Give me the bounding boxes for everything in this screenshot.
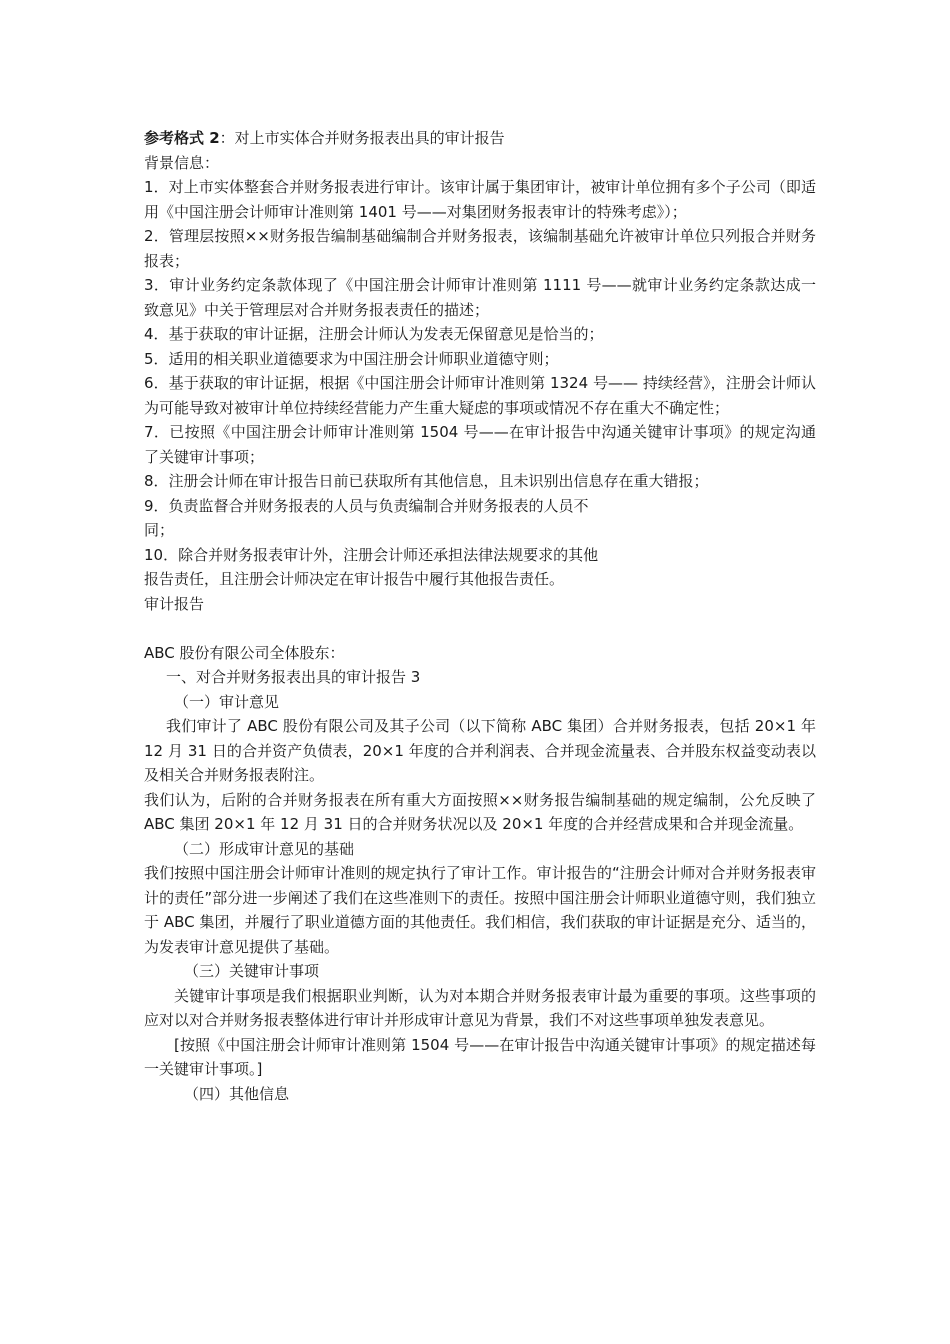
opinion-paragraph-1: 我们审计了 ABC 股份有限公司及其子公司（以下简称 ABC 集团）合并财务报表，包括 20×1 年 12 月 31 日的合并资产负债表，20×1 年度的合并利润表、合并现金流量表、合并股东权益变动表以及相关合并财务报表附注。 [144,717,816,784]
heading-title-text: ：对上市实体合并财务报表出具的审计报告 [219,129,505,147]
background-label: 背景信息： [144,153,220,172]
background-item-4: 4．基于获取的审计证据，注册会计师认为发表无保留意见是恰当的； [144,325,604,343]
opinion-paragraph-2: 我们认为，后附的合并财务报表在所有重大方面按照××财务报告编制基础的规定编制，公允反映了 ABC 集团 20×1 年 12 月 31 日的合并财务状况以及 20×1 年度的合并经营成果和合并现金流量。 [144,790,816,833]
kam-paragraph-1: 关键审计事项是我们根据职业判断，认为对本期合并财务报表审计最为重要的事项。这些事项的应对以对合并财务报表整体进行审计并形成审计意见为背景，我们不对这些事项单独发表意见。 [144,986,816,1029]
basis-title: （二）形成审计意见的基础 [174,839,355,858]
background-item-1: 1．对上市实体整套合并财务报表进行审计。该审计属于集团审计，被审计单位拥有多个子公司（即适用《中国注册会计师审计准则第 1401 号——对集团财务报表审计的特殊考虑》）； [144,178,816,221]
background-item-9-line1: 9．负责监督合并财务报表的人员与负责编制合并财务报表的人员不 [144,496,589,515]
heading-bold-label: 参考格式 2 [144,129,220,147]
background-item-6: 6．基于获取的审计证据，根据《中国注册会计师审计准则第 1324 号—— 持续经营》，注册会计师认为可能导致对被审计单位持续经营能力产生重大疑虑的事项或情况不存在重大不确定性； [144,374,816,417]
other-info-title: （四）其他信息 [184,1084,290,1103]
document-body [144,126,816,1106]
basis-paragraph: 我们按照中国注册会计师审计准则的规定执行了审计工作。审计报告的“注册会计师对合并财务报表审计的责任”部分进一步阐述了我们在这些准则下的责任。按照中国注册会计师职业道德守则，我们独立于 ABC 集团，并履行了职业道德方面的其他责任。我们相信，我们获取的审计证据是充分、适当的，为发表审计意见提供了基础。 [144,864,816,956]
background-item-2: 2．管理层按照××财务报告编制基础编制合并财务报表，该编制基础允许被审计单位只列报合并财务报表； [144,227,816,270]
report-label: 审计报告 [144,594,205,613]
background-item-10-line1: 10．除合并财务报表审计外，注册会计师还承担法律法规要求的其他 [144,545,599,564]
background-item-5: 5．适用的相关职业道德要求为中国注册会计师职业道德守则； [144,349,559,368]
background-item-9-line2: 同； [144,521,175,539]
kam-paragraph-2: [按照《中国注册会计师审计准则第 1504 号——在审计报告中沟通关键审计事项》的规定描述每一关键审计事项。] [144,1035,816,1078]
kam-title: （三）关键审计事项 [184,962,320,980]
section-1-title: 一、对合并财务报表出具的审计报告 3 [166,668,421,686]
document-heading [144,126,816,151]
background-item-8: 8．注册会计师在审计报告日前已获取所有其他信息，且未识别出信息存在重大错报； [144,472,709,490]
addressee: ABC 股份有限公司全体股东： [144,643,345,662]
opinion-title: （一）审计意见 [174,692,280,711]
background-item-7: 7．已按照《中国注册会计师审计准则第 1504 号——在审计报告中沟通关键审计事项》的规定沟通了关键审计事项； [144,423,816,466]
blank-line [144,616,816,641]
background-item-10-line2: 报告责任，且注册会计师决定在审计报告中履行其他报告责任。 [144,570,565,588]
background-item-3: 3．审计业务约定条款体现了《中国注册会计师审计准则第 1111 号——就审计业务约定条款达成一致意见》中关于管理层对合并财务报表责任的描述； [144,276,816,319]
